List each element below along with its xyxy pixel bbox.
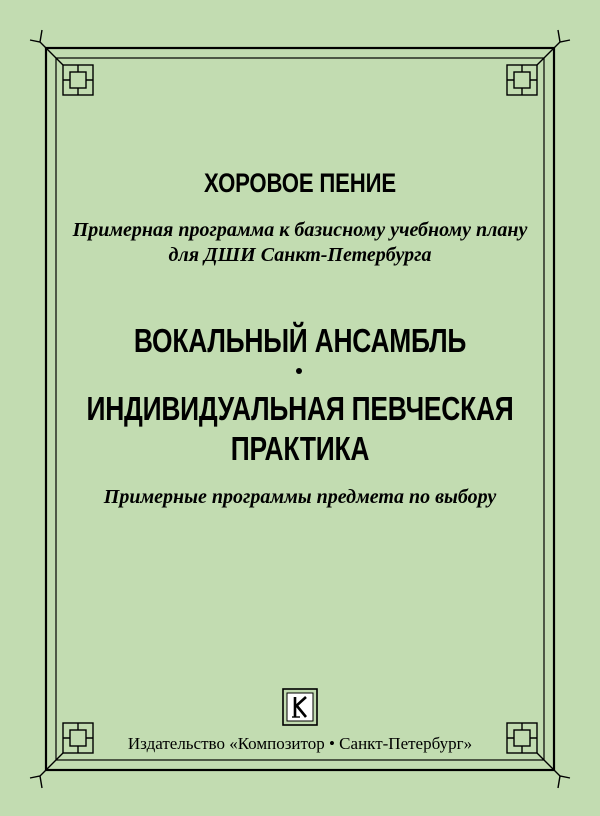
title-secondary-line3: ПРАКТИКА — [230, 430, 370, 467]
subtitle-secondary: Примерные программы предмета по выбору — [103, 486, 497, 508]
publisher-logo-icon — [282, 688, 318, 726]
title-secondary-line1: ВОКАЛЬНЫЙ АНСАМБЛЬ — [133, 322, 467, 359]
bullet-separator-icon — [296, 368, 302, 374]
subtitle-primary-line1: Примерная программа к базисному учебному плану — [72, 219, 528, 241]
title-primary: ХОРОВОЕ ПЕНИЕ — [204, 168, 396, 198]
subtitle-primary — [0, 218, 600, 268]
title-secondary-line2: ИНДИВИДУАЛЬНАЯ ПЕВЧЕСКАЯ — [86, 390, 514, 427]
subtitle-primary-line2: для ДШИ Санкт-Петербурга — [168, 244, 432, 266]
publisher-name: Издательство «Композитор • Санкт-Петербург» — [127, 734, 473, 753]
